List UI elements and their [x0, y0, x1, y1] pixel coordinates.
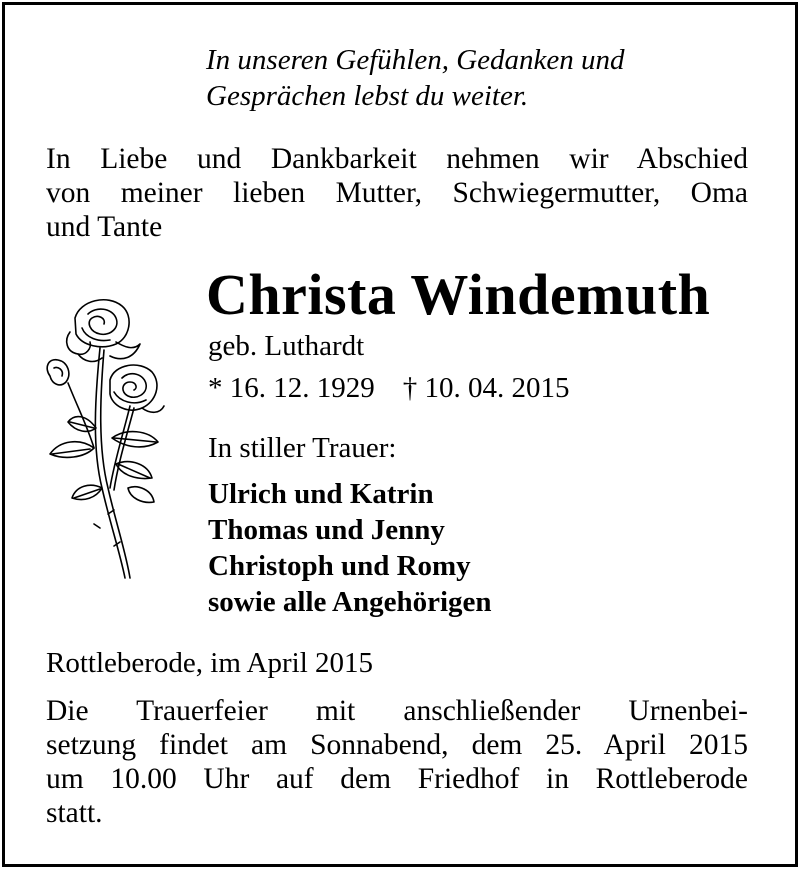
death-date: † 10. 04. 2015 — [402, 372, 570, 404]
place-date: Rottleberode, im April 2015 — [46, 647, 374, 679]
maiden-name: geb. Luthardt — [208, 330, 365, 362]
mourners-heading: In stiller Trauer: — [208, 432, 397, 464]
mourner-entry: Ulrich und Katrin — [208, 478, 434, 510]
life-dates — [208, 368, 570, 408]
funeral-paragraph — [46, 694, 748, 830]
intro-line: In Liebe und Dankbarkeit nehmen wir Abschied — [46, 143, 748, 175]
birth-date: * 16. 12. 1929 — [208, 372, 375, 404]
intro-line: von meiner lieben Mutter, Schwiegermutter, Oma — [46, 177, 748, 209]
motto-line: In unseren Gefühlen, Gedanken und — [206, 44, 625, 76]
mourner-entry: sowie alle Angehörigen — [208, 586, 492, 618]
mourner-entry: Christoph und Romy — [208, 550, 471, 582]
funeral-line: um 10.00 Uhr auf dem Friedhof in Rottleberode — [46, 763, 748, 795]
intro-line: und Tante — [46, 211, 163, 243]
funeral-line: Die Trauerfeier mit anschließender Urnenbei- — [46, 695, 748, 727]
mourner-entry: Thomas und Jenny — [208, 514, 445, 546]
rose-illustration-icon — [30, 288, 170, 588]
deceased-name: Christa Windemuth — [206, 262, 711, 327]
funeral-line: statt. — [46, 797, 103, 829]
intro-paragraph — [46, 142, 748, 244]
motto-line: Gesprächen lebst du weiter. — [206, 80, 529, 112]
motto-verse — [206, 42, 625, 114]
mourners-list — [208, 476, 492, 620]
funeral-line: setzung findet am Sonnabend, dem 25. April 2015 — [46, 729, 748, 761]
